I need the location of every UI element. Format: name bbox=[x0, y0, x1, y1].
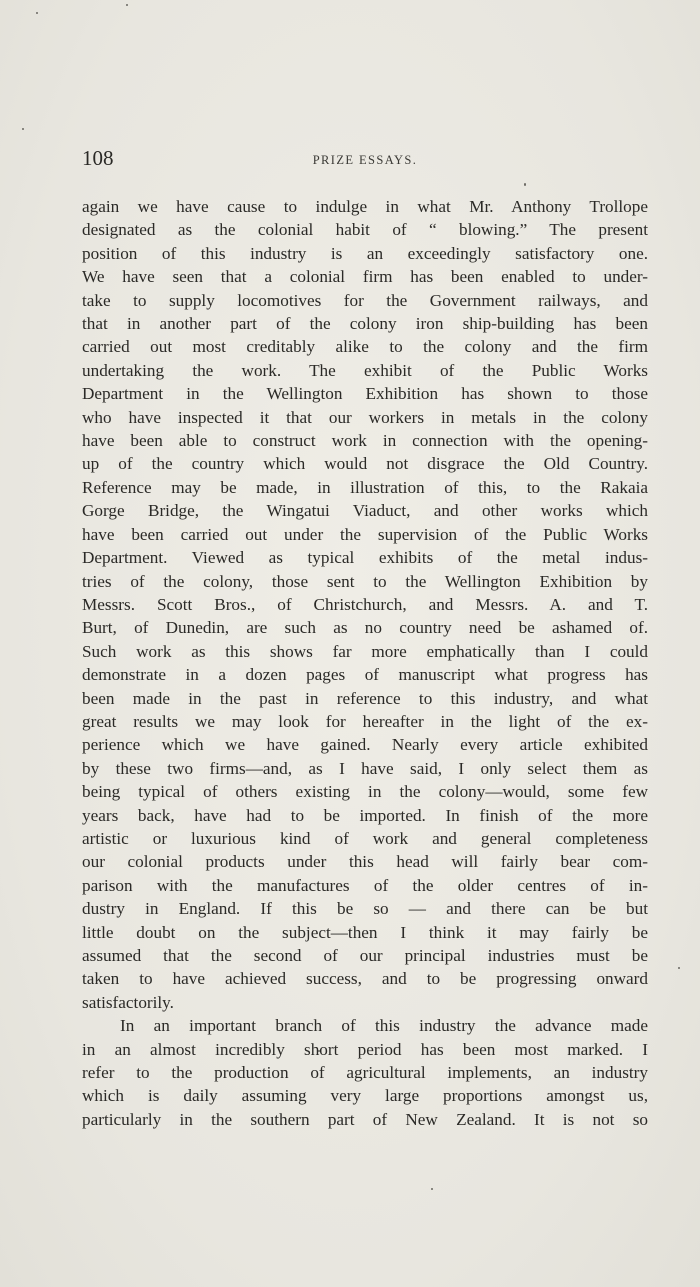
page-header bbox=[82, 146, 648, 174]
text-line: artistic or luxurious kind of work and general completeness bbox=[82, 828, 648, 848]
text-line: Such work as this shows far more emphatically than I could bbox=[82, 641, 648, 661]
text-line: Department. Viewed as typical exhibits of the metal indus- bbox=[82, 548, 648, 568]
paper-speck bbox=[524, 183, 526, 186]
text-line: have been carried out under the supervision of the Public Works bbox=[82, 524, 648, 544]
text-line: Burt, of Dunedin, are such as no country need be ashamed of. bbox=[82, 618, 648, 638]
paper-speck bbox=[126, 4, 128, 6]
text-line: by these two firms—and, as I have said, I only select them as bbox=[82, 758, 648, 778]
text-line: perience which we have gained. Nearly every article exhibited bbox=[82, 735, 648, 755]
text-line: taken to have achieved success, and to be progressing onward bbox=[82, 969, 648, 989]
text-line: take to supply locomotives for the Government railways, and bbox=[82, 290, 648, 310]
body-text bbox=[82, 195, 648, 1131]
paper-speck bbox=[22, 128, 24, 130]
text-line: who have inspected it that our workers in metals in the colony bbox=[82, 407, 648, 427]
text-line: refer to the production of agricultural implements, an industry bbox=[82, 1063, 648, 1083]
running-head: PRIZE ESSAYS. bbox=[312, 153, 418, 167]
text-line: Messrs. Scott Bros., of Christchurch, and Messrs. A. and T. bbox=[82, 594, 648, 614]
text-line: tries of the colony, those sent to the Wellington Exhibition by bbox=[82, 571, 648, 591]
text-line: years back, have had to be imported. In finish of the more bbox=[82, 805, 648, 825]
text-line: assumed that the second of our principal industries must be bbox=[82, 946, 648, 965]
text-line: We have seen that a colonial firm has been enabled to under- bbox=[82, 267, 648, 287]
text-line: have been able to construct work in connection with the opening- bbox=[82, 431, 648, 451]
text-line: position of this industry is an exceedingly satisfactory one. bbox=[82, 243, 648, 263]
text-line: undertaking the work. The exhibit of the Public Works bbox=[82, 360, 648, 380]
text-line: demonstrate in a dozen pages of manuscript what progress has bbox=[82, 665, 648, 685]
text-line: again we have cause to indulge in what Mr. Anthony Trollope bbox=[82, 197, 648, 216]
paragraph-end-line: satisfactorily. bbox=[82, 992, 174, 1012]
text-line: which is daily assuming very large proportions amongst us, bbox=[82, 1086, 648, 1106]
text-line: carried out most creditably alike to the colony and the firm bbox=[82, 337, 648, 357]
paper-speck bbox=[678, 967, 680, 969]
text-line: parison with the manufactures of the older centres of in- bbox=[82, 875, 648, 895]
text-line: particularly in the southern part of New Zealand. It is not so bbox=[82, 1109, 648, 1129]
page-number: 108 bbox=[82, 146, 114, 170]
text-line: Gorge Bridge, the Wingatui Viaduct, and other works which bbox=[82, 501, 648, 521]
paper-speck bbox=[431, 1188, 433, 1190]
text-line: designated as the colonial habit of “ blowing.” The present bbox=[82, 220, 648, 240]
paper-speck bbox=[36, 12, 38, 14]
text-line: little doubt on the subject—then I think it may fairly be bbox=[82, 922, 648, 942]
text-line: great results we may look for hereafter in the light of the ex- bbox=[82, 711, 648, 731]
text-line: our colonial products under this head will fairly bear com- bbox=[82, 852, 648, 872]
text-line: Reference may be made, in illustration of this, to the Rakaia bbox=[82, 477, 648, 497]
text-line: Department in the Wellington Exhibition has shown to those bbox=[82, 384, 648, 404]
text-line: up of the country which would not disgrace the Old Country. bbox=[82, 454, 648, 474]
text-line: being typical of others existing in the colony—would, some few bbox=[82, 782, 648, 802]
text-line: dustry in England. If this be so — and there can be but bbox=[82, 899, 648, 919]
text-line: that in another part of the colony iron ship-building has been bbox=[82, 314, 648, 334]
text-line: in an almost incredibly short period has been most marked. I bbox=[82, 1039, 648, 1059]
paragraph-start-line: In an important branch of this industry the advance made bbox=[120, 1016, 648, 1036]
text-line: been made in the past in reference to this industry, and what bbox=[82, 688, 648, 708]
